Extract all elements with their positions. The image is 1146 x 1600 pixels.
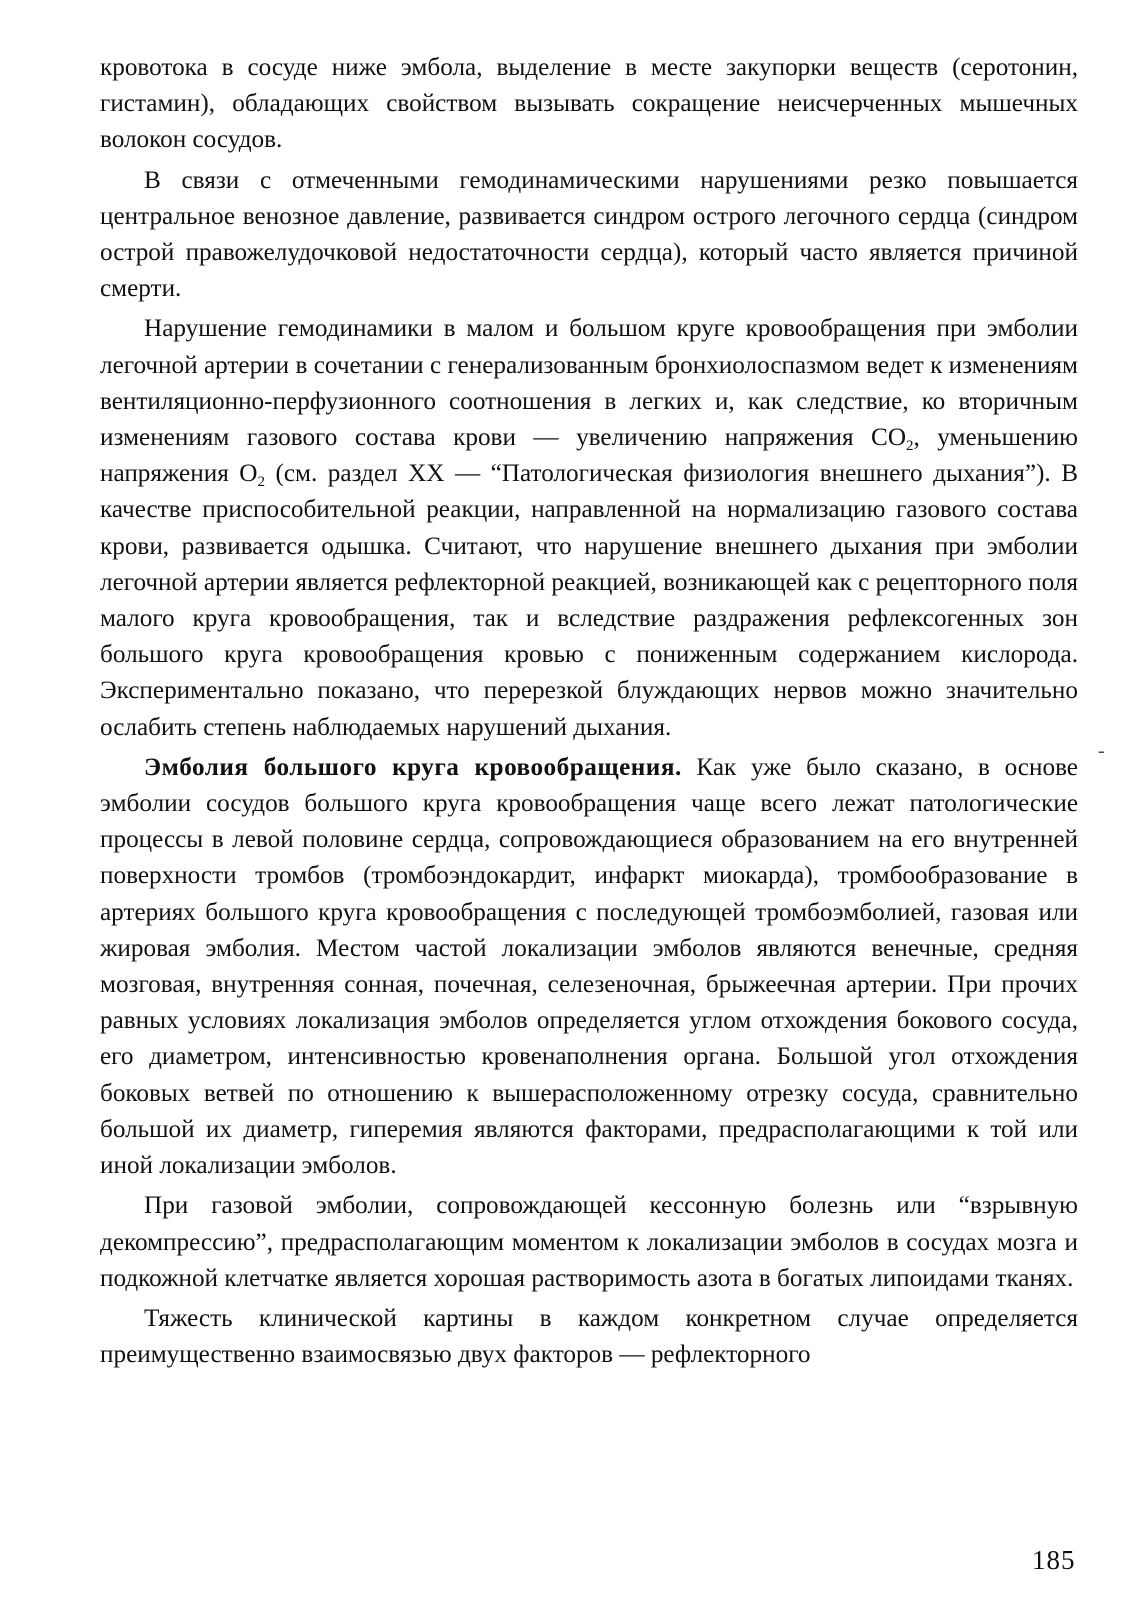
section-heading-systemic-embolism: Эмболия большого круга кровообращения. xyxy=(144,753,682,781)
paragraph-hemodynamics-part-a: Нарушение гемодинамики в малом и большом круге кровообращения при эмболии легочной артерии в сочетании с генерализованным бронхиолоспазмом ведет к изменениям вентиляционно-перфузионного соотношения в легких и, как следствие, ко вторичным изменениям газового состава крови — увеличению напряжения CO xyxy=(100,315,1078,452)
paragraph-hemodynamics xyxy=(100,311,1078,745)
page-text-column xyxy=(100,50,1078,1377)
page-number: 185 xyxy=(1032,1545,1076,1575)
margin-mark: - xyxy=(1098,740,1105,762)
paragraph-continuation: кровотока в сосуде ниже эмбола, выделение в месте закупорки веществ (серотонин, гистамин), обладающих свойством вызывать сокращение неисчерченных мышечных волокон сосудов. xyxy=(100,54,1078,154)
paragraph-gas-embolism: При газовой эмболии, сопровождающей кессонную болезнь или “взрывную декомпрессию”, предрасполагающим моментом к локализации эмболов в сосудах мозга и подкожной клетчатке является хорошая растворимость азота в богатых липоидами тканях. xyxy=(100,1192,1078,1292)
paragraph-hemodynamics-part-c: (см. раздел XX — “Патологическая физиология внешнего дыхания”). В качестве приспособительной реакции, направленной на нормализацию газового состава крови, развивается одышка. Считают, что нарушение внешнего дыхания при эмболии легочной артерии является рефлекторной реакцией, возникающей как с рецепторного поля малого круга кровообращения, так и вследствие раздражения рефлексогенных зон большого круга кровообращения кровью с пониженным содержанием кислорода. Экспериментально показано, что перерезкой блуждающих нервов можно значительно ослабить степень наблюдаемых нарушений дыхания. xyxy=(100,460,1079,741)
paragraph-systemic-embolism xyxy=(100,750,1078,1184)
co2-subscript: 2 xyxy=(906,438,914,455)
paragraph-hemodynamics-part-b: , уменьшению напряжения O xyxy=(100,424,1078,488)
paragraph-clinical-severity: Тяжесть клинической картины в каждом конкретном случае определяется преимущественно взаимосвязью двух факторов — рефлекторного xyxy=(100,1304,1078,1369)
paragraph-central-venous-pressure: В связи с отмеченными гемодинамическими нарушениями резко повышается центральное венозное давление, развивается синдром острого легочного сердца (синдром острой правожелудочковой недостаточности сердца), который часто является причиной смерти. xyxy=(100,166,1078,303)
o2-subscript: 2 xyxy=(257,474,265,491)
paragraph-systemic-embolism-text: Как уже было сказано, в основе эмболии сосудов большого круга кровообращения чаще всего лежат патологические процессы в левой половине сердца, сопровождающиеся образованием на его внутренней поверхности тромбов (тромбоэндокардит, инфаркт миокарда), тромбообразование в артериях большого круга кровообращения с последующей тромбоэмболией, газовая или жировая эмболия. Местом частой локализации эмболов являются венечные, средняя мозговая, внутренняя сонная, почечная, селезеночная, брыжеечная артерии. При прочих равных условиях локализация эмболов определяется углом отхождения бокового сосуда, его диаметром, интенсивностью кровенаполнения органа. Большой угол отхождения боковых ветвей по отношению к вышерасположенному отрезку сосуда, сравнительно большой их диаметр, гиперемия являются факторами, предрасполагающими к той или иной локализации эмболов. xyxy=(100,753,1078,1180)
